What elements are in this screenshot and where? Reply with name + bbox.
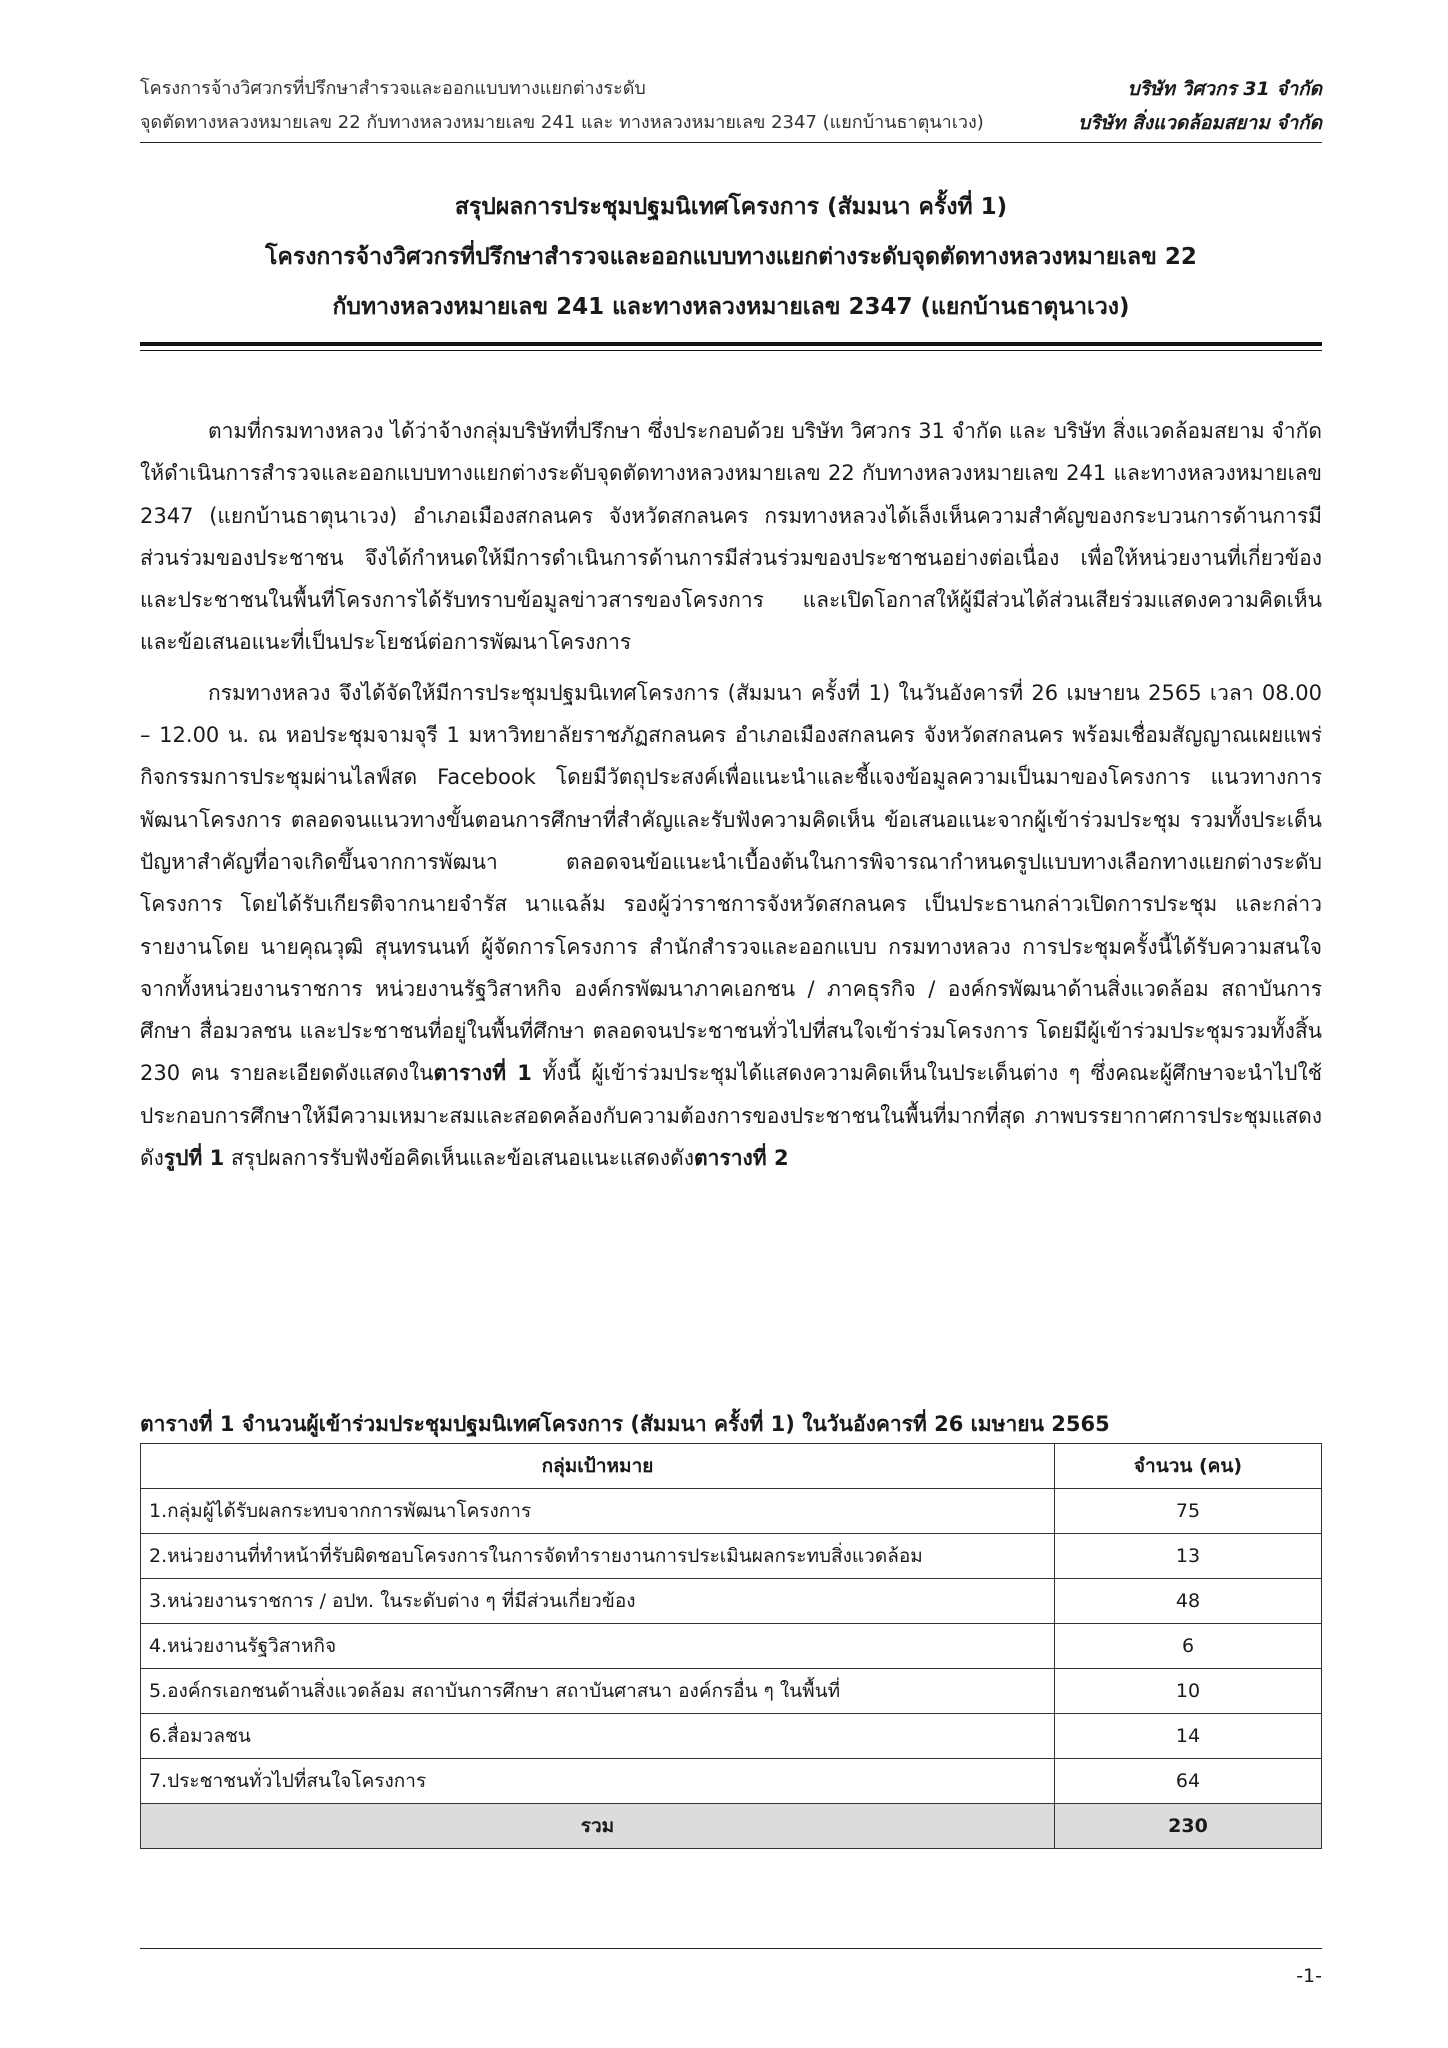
table-row	[141, 1624, 1322, 1669]
count-cell: 75	[1055, 1489, 1322, 1534]
total-label: รวม	[141, 1804, 1055, 1849]
group-cell: 1.กลุ่มผู้ได้รับผลกระทบจากการพัฒนาโครงการ	[141, 1489, 1055, 1534]
document-title	[140, 182, 1322, 332]
attendee-table	[140, 1443, 1322, 1849]
header-left-line2: จุดตัดทางหลวงหมายเลข 22 กับทางหลวงหมายเลข 241 และ ทางหลวงหมายเลข 2347 (แยกบ้านธาตุนาเวง)	[140, 112, 984, 133]
title-line1: สรุปผลการประชุมปฐมนิเทศโครงการ (สัมมนา ครั้งที่ 1)	[454, 194, 1008, 220]
running-header	[140, 72, 1322, 142]
title-divider-thin	[140, 350, 1322, 351]
title-line2: โครงการจ้างวิศวกรที่ปรึกษาสำรวจและออกแบบทางแยกต่างระดับจุดตัดทางหลวงหมายเลข 22	[265, 244, 1197, 270]
table-1-caption: ตารางที่ 1 จำนวนผู้เข้าร่วมประชุมปฐมนิเทศโครงการ (สัมมนา ครั้งที่ 1) ในวันอังคารที่ 26 เมษายน 2565	[140, 1412, 1110, 1436]
total-value: 230	[1055, 1804, 1322, 1849]
table-header-row	[141, 1444, 1322, 1489]
group-cell: 2.หน่วยงานที่ทำหน้าที่รับผิดชอบโครงการในการจัดทำรายงานการประเมินผลกระทบสิ่งแวดล้อม	[141, 1534, 1055, 1579]
table-row	[141, 1714, 1322, 1759]
title-divider-thick	[140, 342, 1322, 346]
group-cell: 3.หน่วยงานราชการ / อปท. ในระดับต่าง ๆ ที่มีส่วนเกี่ยวข้อง	[141, 1579, 1055, 1624]
title-line3: กับทางหลวงหมายเลข 241 และทางหลวงหมายเลข 2347 (แยกบ้านธาตุนาเวง)	[332, 294, 1130, 320]
count-cell: 48	[1055, 1579, 1322, 1624]
ref-table-1: ตารางที่ 1	[433, 1061, 532, 1086]
header-left-line1: โครงการจ้างวิศวกรที่ปรึกษาสำรวจและออกแบบทางแยกต่างระดับ	[140, 78, 646, 99]
count-cell: 13	[1055, 1534, 1322, 1579]
group-cell: 7.ประชาชนทั่วไปที่สนใจโครงการ	[141, 1759, 1055, 1804]
table-row	[141, 1579, 1322, 1624]
paragraph-2-part-a: กรมทางหลวง จึงได้จัดให้มีการประชุมปฐมนิเทศโครงการ (สัมมนา ครั้งที่ 1) ในวันอังคารที่ 26 เมษายน 2565 เวลา 08.00 – 12.00 น. ณ หอประชุมจามจุรี 1 มหาวิทยาลัยราชภัฏสกลนคร อำเภอเมืองสกลนคร จังหวัดสกลนคร พร้อมเชื่อมสัญญาณเผยแพร่กิจกรรมการประชุมผ่านไลฟ์สด Facebook โดยมีวัตถุประสงค์เพื่อแนะนำและชี้แจงข้อมูลความเป็นมาของโครงการ แนวทางการพัฒนาโครงการ ตลอดจนแนวทางขั้นตอนการศึกษาที่สำคัญและรับฟังความคิดเห็น ข้อเสนอแนะจากผู้เข้าร่วมประชุม รวมทั้งประเด็นปัญหาสำคัญที่อาจเกิดขึ้นจากการพัฒนา ตลอดจนข้อแนะนำเบื้องต้นในการพิจารณากำหนดรูปแบบทางเลือกทางแยกต่างระดับโครงการ โดยได้รับเกียรติจากนายจำรัส นาแฉล้ม รองผู้ว่าราชการจังหวัดสกลนคร เป็นประธานกล่าวเปิดการประชุม และกล่าวรายงานโดย นายคุณวุฒิ สุนทรนนท์ ผู้จัดการโครงการ สำนักสำรวจและออกแบบ กรมทางหลวง การประชุมครั้งนี้ได้รับความสนใจจากทั้งหน่วยงานราชการ หน่วยงานรัฐวิสาหกิจ องค์กรพัฒนาภาคเอกชน / ภาคธุรกิจ / องค์กรพัฒนาด้านสิ่งแวดล้อม สถาบันการศึกษา สื่อมวลชน และประชาชนที่อยู่ในพื้นที่ศึกษา ตลอดจนประชาชนทั่วไปที่สนใจเข้าร่วมโครงการ โดยมีผู้เข้าร่วมประชุมรวมทั้งสิ้น 230 คน รายละเอียดดังแสดงใน	[140, 680, 1322, 1086]
page-number: -1-	[1296, 1965, 1322, 1987]
table-row	[141, 1669, 1322, 1714]
paragraph-2-part-c: สรุปผลการรับฟังข้อคิดเห็นและข้อเสนอแนะแสดงดัง	[224, 1146, 695, 1171]
group-cell: 4.หน่วยงานรัฐวิสาหกิจ	[141, 1624, 1055, 1669]
count-cell: 10	[1055, 1669, 1322, 1714]
count-cell: 14	[1055, 1714, 1322, 1759]
table-row	[141, 1534, 1322, 1579]
paragraph-2	[140, 672, 1322, 1180]
count-cell: 6	[1055, 1624, 1322, 1669]
header-divider	[140, 142, 1322, 143]
group-cell: 6.สื่อมวลชน	[141, 1714, 1055, 1759]
table-total-row	[141, 1804, 1322, 1849]
header-company-names	[1078, 72, 1322, 140]
header-project-name	[140, 72, 984, 140]
paragraph-1: ตามที่กรมทางหลวง ได้ว่าจ้างกลุ่มบริษัทที่ปรึกษา ซึ่งประกอบด้วย บริษัท วิศวกร 31 จำกัด และ บริษัท สิ่งแวดล้อมสยาม จำกัด ให้ดำเนินการสำรวจและออกแบบทางแยกต่างระดับจุดตัดทางหลวงหมายเลข 22 กับทางหลวงหมายเลข 241 และทางหลวงหมายเลข 2347 (แยกบ้านธาตุนาเวง) อำเภอเมืองสกลนคร จังหวัดสกลนคร กรมทางหลวงได้เล็งเห็นความสำคัญของกระบวนการด้านการมีส่วนร่วมของประชาชน จึงได้กำหนดให้มีการดำเนินการด้านการมีส่วนร่วมของประชาชนอย่างต่อเนื่อง เพื่อให้หน่วยงานที่เกี่ยวข้องและประชาชนในพื้นที่โครงการได้รับทราบข้อมูลข่าวสารของโครงการ และเปิดโอกาสให้ผู้มีส่วนได้ส่วนเสียร่วมแสดงความคิดเห็น และข้อเสนอแนะที่เป็นประโยชน์ต่อการพัฒนาโครงการ	[140, 419, 1322, 655]
header-right-line1: บริษัท วิศวกร 31 จำกัด	[1127, 78, 1322, 100]
paragraph-2-part-b: ทั้งนี้ ผู้เข้าร่วมประชุมได้แสดงความคิดเห็นในประเด็นต่าง ๆ ซึ่งคณะผู้ศึกษาจะนำไปใช้ประกอบการศึกษาให้มีความเหมาะสมและสอดคล้องกับความต้องการของประชาชนในพื้นที่มากที่สุด ภาพบรรยากาศการประชุมแสดง ดัง	[140, 1061, 1322, 1171]
ref-table-2: ตารางที่ 2	[694, 1146, 789, 1171]
column-header-count: จำนวน (คน)	[1055, 1444, 1322, 1489]
table-row	[141, 1759, 1322, 1804]
column-header-group: กลุ่มเป้าหมาย	[141, 1444, 1055, 1489]
count-cell: 64	[1055, 1759, 1322, 1804]
header-right-line2: บริษัท สิ่งแวดล้อมสยาม จำกัด	[1078, 112, 1322, 134]
footer-divider	[140, 1948, 1322, 1949]
body-text	[140, 410, 1322, 1179]
table-row	[141, 1489, 1322, 1534]
ref-figure-1: รูปที่ 1	[163, 1146, 225, 1171]
group-cell: 5.องค์กรเอกชนด้านสิ่งแวดล้อม สถาบันการศึกษา สถาบันศาสนา องค์กรอื่น ๆ ในพื้นที่	[141, 1669, 1055, 1714]
